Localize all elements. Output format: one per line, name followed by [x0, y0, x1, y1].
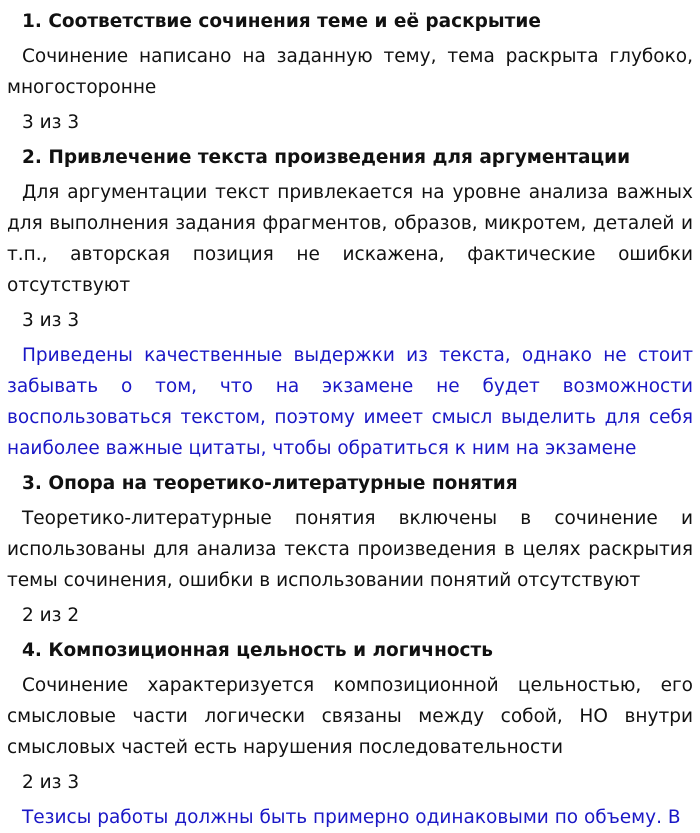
criterion-title: 3. Опора на теоретико-литературные понятия — [22, 473, 518, 494]
criterion-description: Сочинение написано на заданную тему, тема раскрыта глубоко, многосторонне — [7, 46, 693, 98]
criterion-2 — [7, 142, 693, 468]
criterion-title: 1. Соответствие сочинения теме и её раскрытие — [22, 11, 541, 32]
criterion-description: Теоретико-литературные понятия включены в сочинение и использованы для анализа текста произведения в целях раскрытия темы сочинения, ошибки в использовании понятий отсутствуют — [7, 508, 693, 591]
criterion-description: Для аргументации текст привлекается на уровне анализа важных для выполнения задания фрагментов, образов, микротем, деталей и т.п., авторская позиция не искажена, фактические ошибки отсутствуют — [7, 182, 693, 296]
criterion-title: 4. Композиционная цельность и логичность — [22, 640, 493, 661]
criterion-title: 2. Привлечение текста произведения для аргументации — [22, 147, 631, 168]
reviewer-comment: Приведены качественные выдержки из текста, однако не стоит забывать о том, что на экзамене не будет возможности воспользоваться текстом, поэтому имеет смысл выделить для себя наиболее важные цитаты, чтобы обратиться к ним на экзамене — [7, 345, 693, 459]
reviewer-comment: Тезисы работы должны быть примерно одинаковыми по объему. В — [22, 807, 681, 828]
criterion-description: Сочинение характеризуется композиционной цельностью, его смысловые части логически связаны между собой, НО внутри смысловых частей есть нарушения последовательности — [7, 675, 693, 758]
criterion-score: 2 из 3 — [22, 772, 80, 793]
criterion-3 — [7, 468, 693, 635]
criterion-score: 3 из 3 — [22, 112, 80, 133]
criterion-1 — [7, 6, 693, 142]
criterion-4 — [7, 635, 693, 833]
criterion-score: 2 из 2 — [22, 605, 80, 626]
criterion-score: 3 из 3 — [22, 310, 80, 331]
